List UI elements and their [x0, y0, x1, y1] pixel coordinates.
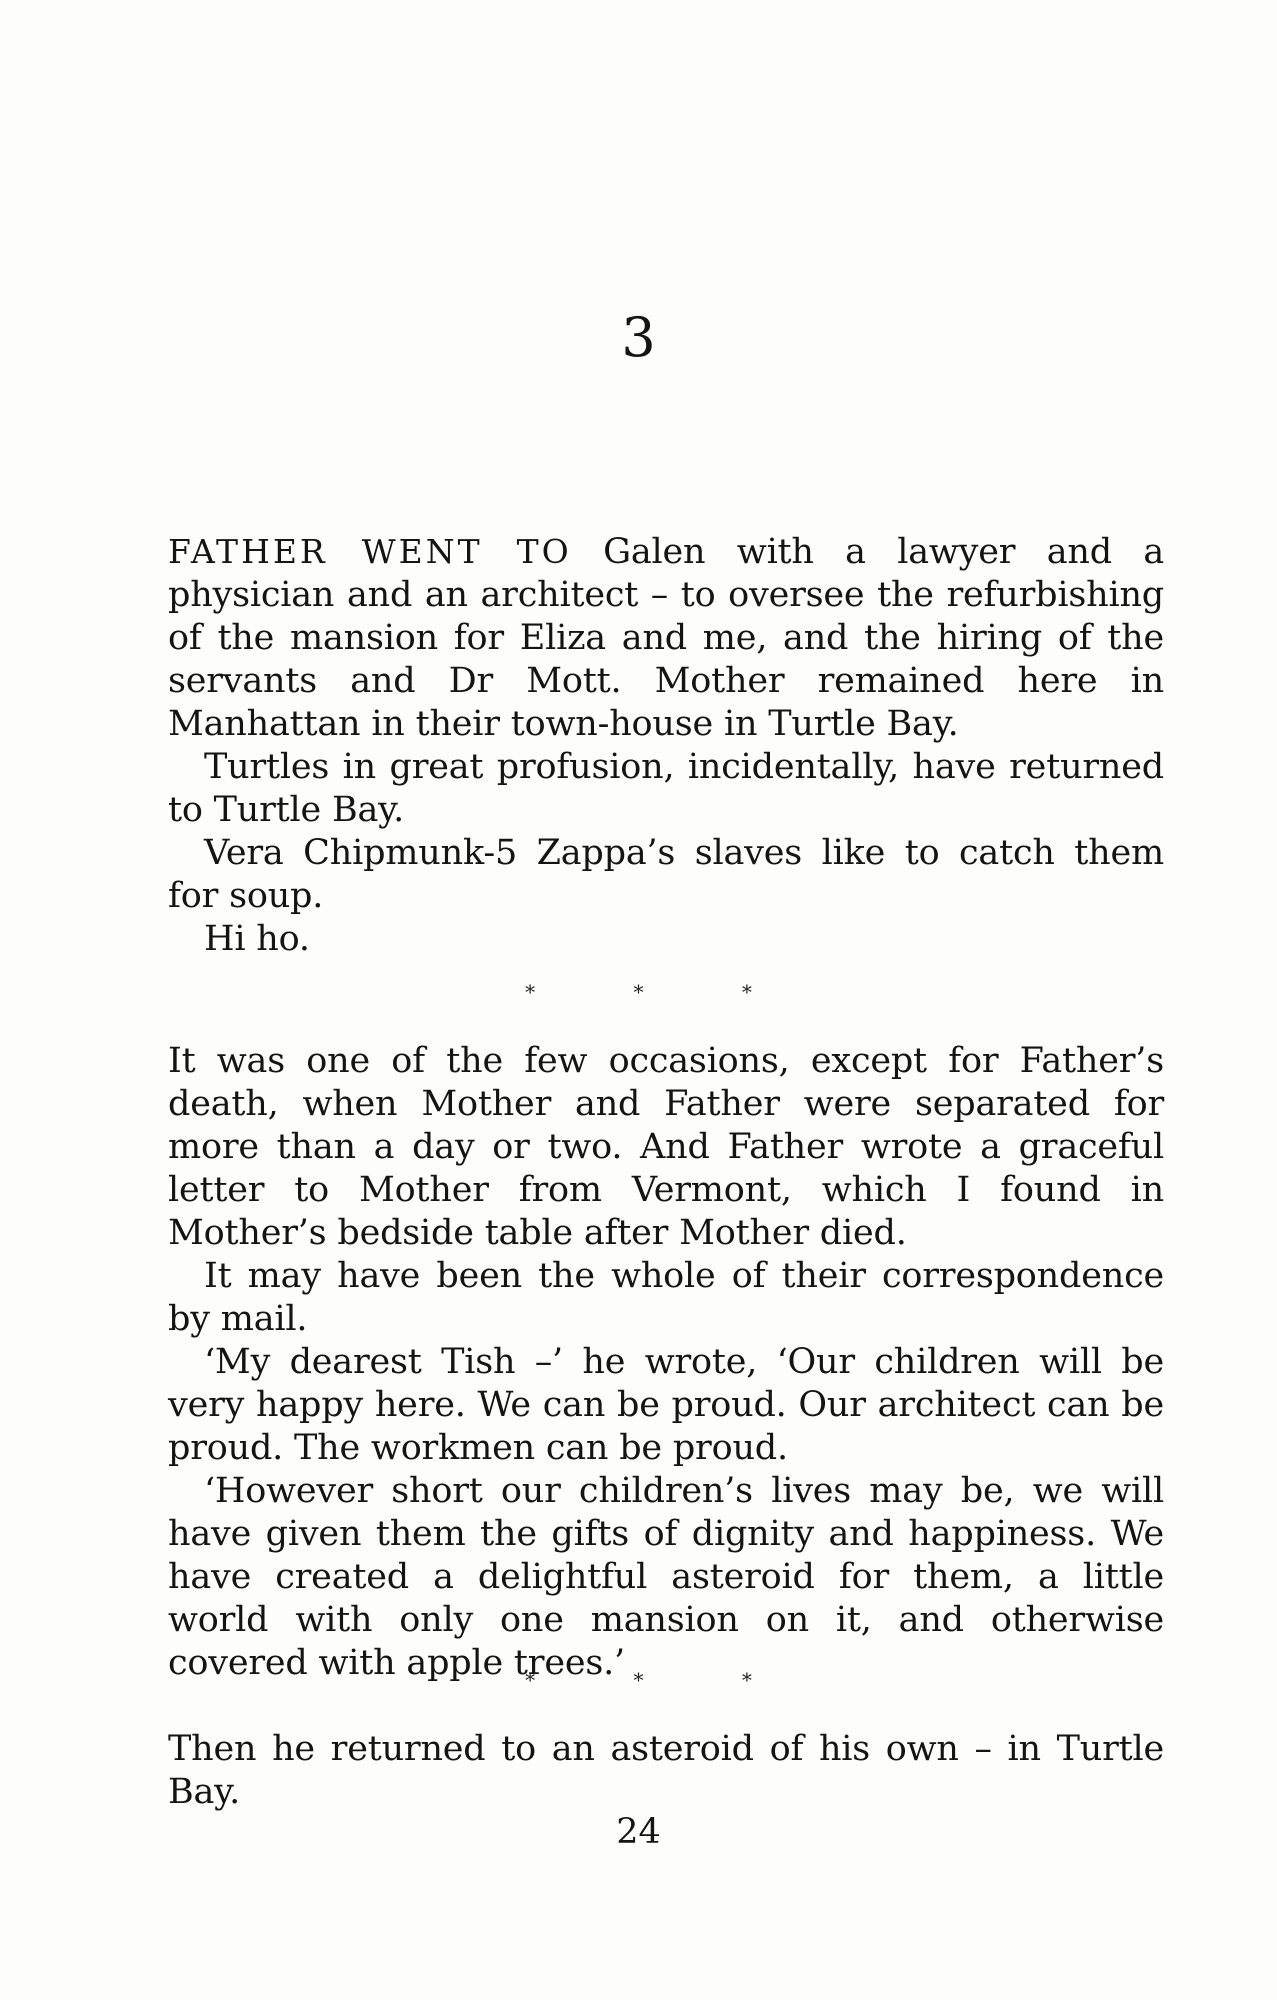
- section-opening: [168, 530, 1164, 961]
- paragraph-opening: [168, 530, 1164, 746]
- paragraph-vera: Vera Chipmunk-5 Zappa’s slaves like to catch them for soup.: [168, 833, 1164, 916]
- paragraph-letter-asteroid: ‘However short our children’s lives may be, we will have given them the gifts of dignity and happiness. We have created a delightful asteroid for them, a little world with only one mansion on it, and otherwise covered with apple trees.’: [168, 1471, 1164, 1683]
- paragraph-hi-ho: Hi ho.: [204, 919, 310, 959]
- scene-break-asterisks: * * *: [525, 980, 798, 1004]
- chapter-number: 3: [621, 306, 656, 369]
- section-closing: [168, 1728, 1164, 1814]
- opening-paragraph-text: Galen with a lawyer and a physician and an architect – to oversee the refurbishing of the mansion for Eliza and me, and the hiring of the servants and Dr Mott. Mother remained here in Manhattan in their town-house in Turtle Bay.: [168, 532, 1165, 744]
- paragraph-turtles: Turtles in great profusion, incidentally, have returned to Turtle Bay.: [168, 747, 1164, 830]
- page-number: 24: [616, 1812, 661, 1852]
- paragraph-correspondence: It may have been the whole of their correspondence by mail.: [168, 1256, 1164, 1339]
- paragraph-occasions: It was one of the few occasions, except for Father’s death, when Mother and Father were separated for more than a day or two. And Father wrote a graceful letter to Mother from Vermont, which I found in Mother’s bedside table after Mother died.: [168, 1041, 1164, 1253]
- section-letter: [168, 1040, 1164, 1685]
- paragraph-returned: Then he returned to an asteroid of his own – in Turtle Bay.: [168, 1729, 1164, 1812]
- paragraph-letter-opening: ‘My dearest Tish –’ he wrote, ‘Our children will be very happy here. We can be proud. Our architect can be proud. The workmen can be proud.: [168, 1342, 1164, 1468]
- opening-small-caps: FATHER WENT TO: [168, 532, 572, 571]
- scene-break-asterisks-2: * * *: [525, 1668, 798, 1692]
